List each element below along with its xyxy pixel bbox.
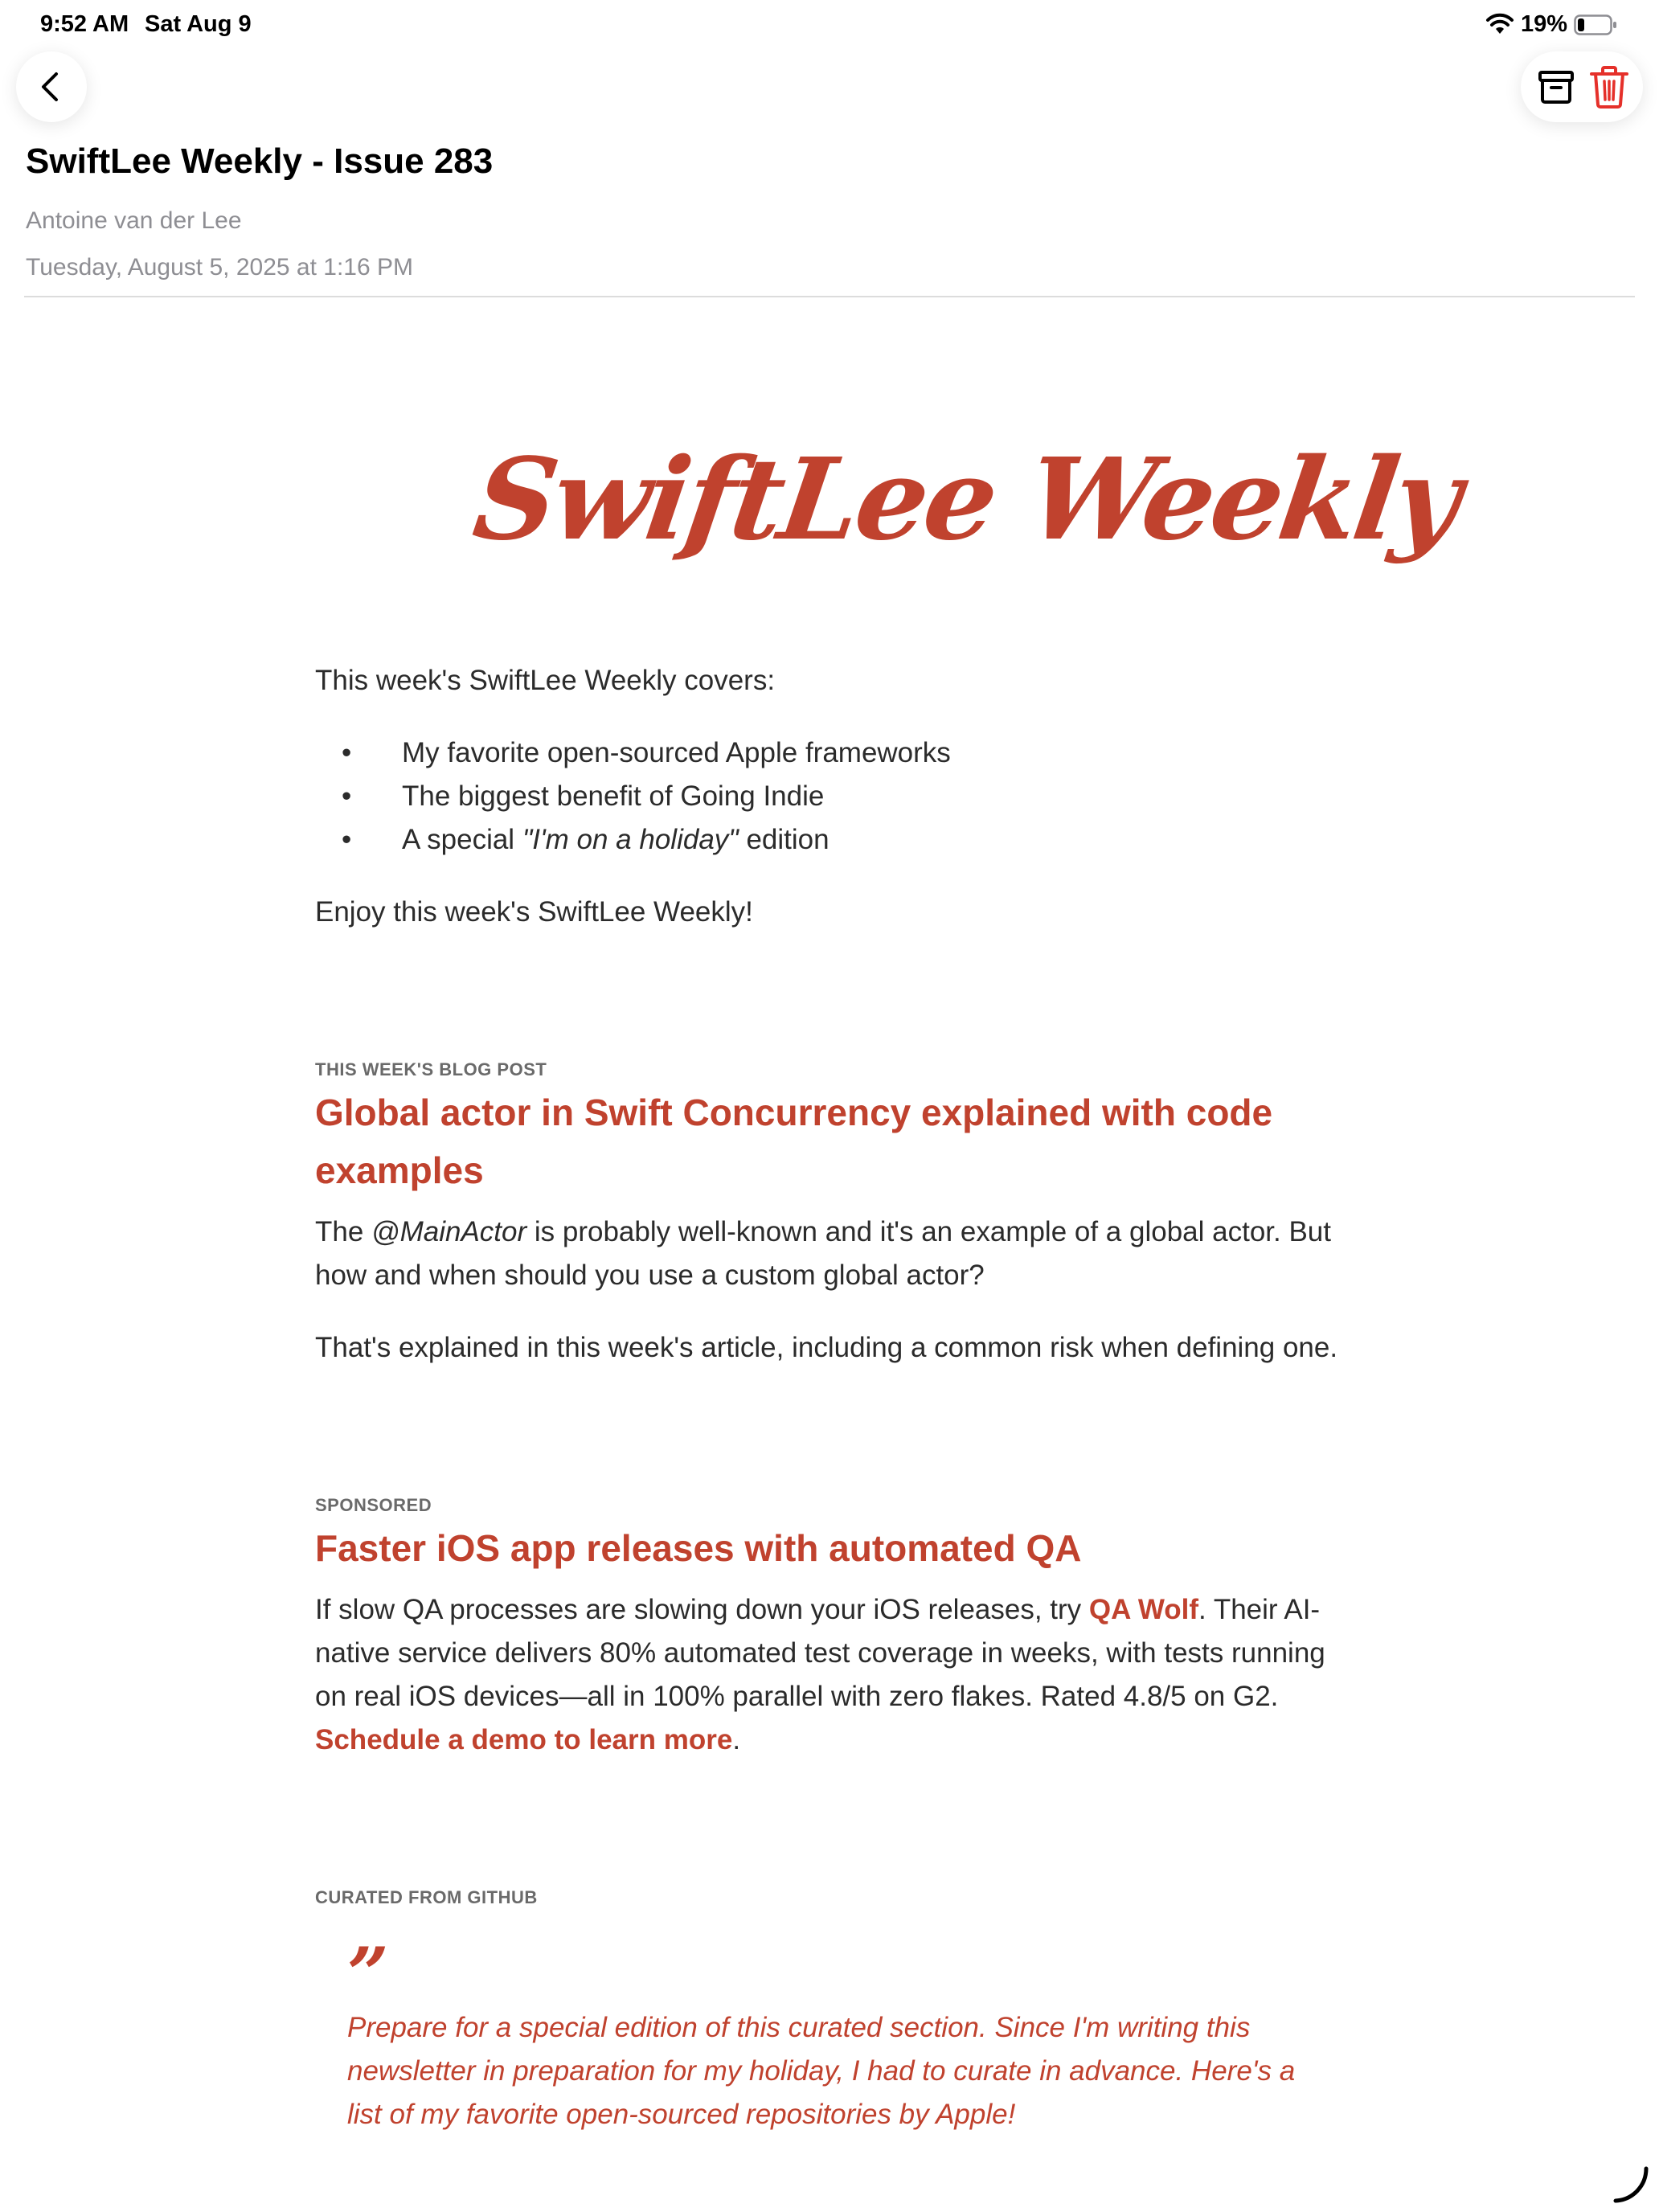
blog-emphasis: @MainActor: [371, 1216, 527, 1247]
chevron-left-icon: [35, 69, 68, 104]
sponsored-text: .: [732, 1724, 741, 1755]
schedule-demo-link[interactable]: Schedule a demo to learn more: [315, 1724, 733, 1755]
newsletter-body: [315, 659, 1352, 2136]
list-item-text: A special: [402, 824, 522, 855]
sponsored-text: . Their AI-native service delivers 80% automated test coverage in weeks, with tests running on real iOS devices—all in 100% parallel with zero flakes. Rated 4.8/5 on G2.: [315, 1594, 1325, 1712]
blog-kicker: THIS WEEK'S BLOG POST: [315, 1059, 547, 1079]
list-item: • The biggest benefit of Going Indie: [342, 780, 825, 812]
battery-percent: 19%: [1521, 11, 1568, 37]
sponsored-text: If slow QA processes are slowing down your iOS releases, try: [315, 1594, 1089, 1625]
sponsored-paragraph: [315, 1588, 1352, 1762]
sponsored-kicker: SPONSORED: [315, 1495, 432, 1515]
list-item-text: edition: [738, 824, 830, 855]
topic-list: [315, 731, 1352, 862]
archive-icon[interactable]: [1535, 66, 1577, 108]
github-quote: Prepare for a special edition of this curated section. Since I'm writing this newsletter in preparation for my holiday, I had to curate in advance. Here's a list of my favorite open-sourced repositories by Apple!: [347, 2012, 1296, 2130]
github-kicker: CURATED FROM GITHUB: [315, 1887, 538, 1907]
loading-spinner-icon: [1611, 2164, 1653, 2206]
status-time: 9:52 AM: [40, 11, 129, 37]
battery-icon: [1574, 14, 1617, 35]
list-item: • My favorite open-sourced Apple frameworks: [342, 737, 951, 768]
message-subject: SwiftLee Weekly - Issue 283: [26, 141, 494, 181]
header-divider: [24, 296, 1635, 297]
blog-text: The: [315, 1216, 372, 1247]
back-button[interactable]: [16, 51, 87, 122]
outro-text: Enjoy this week's SwiftLee Weekly!: [315, 896, 753, 928]
trash-icon[interactable]: [1588, 64, 1630, 109]
list-item-text: The biggest benefit of Going Indie: [402, 780, 825, 812]
list-item-text: My favorite open-sourced Apple frameworks: [402, 737, 951, 768]
wifi-icon: [1485, 13, 1514, 35]
sponsored-title[interactable]: Faster iOS app releases with automated QA: [315, 1527, 1082, 1569]
message-actions: [1521, 51, 1643, 122]
list-item: • A special "I'm on a holiday" edition: [342, 824, 830, 855]
newsletter-logo[interactable]: SwiftLee Weekly: [466, 434, 1466, 566]
message-sender[interactable]: Antoine van der Lee: [26, 207, 242, 234]
intro-text: This week's SwiftLee Weekly covers:: [315, 665, 776, 696]
blog-text: is probably well-known and it's an example of a global actor. But how and when should you use a custom global actor?: [315, 1216, 1331, 1291]
status-bar: [0, 0, 1659, 51]
blog-paragraph-1: [315, 1210, 1352, 1297]
list-item-emphasis: "I'm on a holiday": [522, 824, 739, 855]
quote-icon: ”: [347, 1931, 389, 2017]
blog-paragraph-2: That's explained in this week's article, including a common risk when defining one.: [315, 1332, 1338, 1363]
blog-post-title[interactable]: Global actor in Swift Concurrency explained with code examples: [315, 1092, 1273, 1191]
message-date: Tuesday, August 5, 2025 at 1:16 PM: [26, 254, 413, 281]
status-date: Sat Aug 9: [145, 11, 252, 37]
qa-wolf-link[interactable]: QA Wolf: [1088, 1594, 1198, 1625]
